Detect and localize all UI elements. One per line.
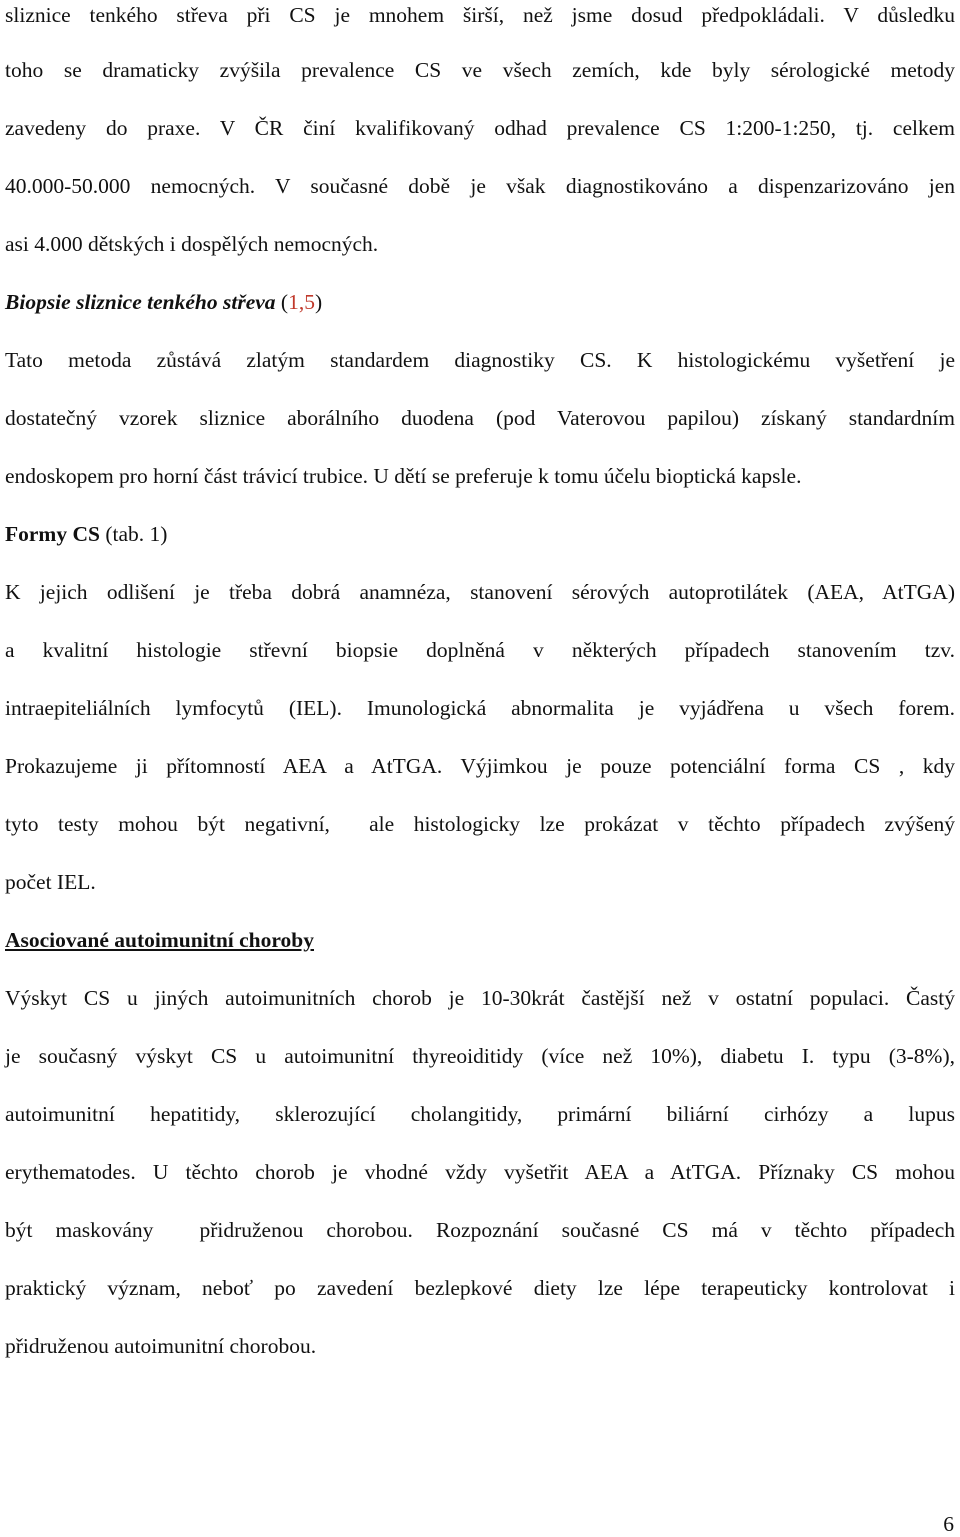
- paragraph-line: dostatečný vzorek sliznice aborálního duodena (pod Vaterovou papilou) získaný standardním: [5, 406, 955, 430]
- paragraph-line: počet IEL.: [5, 870, 96, 894]
- section-heading-biopsy: [5, 287, 955, 317]
- paragraph-line: intraepiteliálních lymfocytů (IEL). Imunologická abnormalita je vyjádřena u všech forem.: [5, 696, 955, 720]
- paragraph-line: Prokazujeme ji přítomností AEA a AtTGA. Výjimkou je pouze potenciální forma CS , kdy: [5, 754, 955, 778]
- paragraph-line: sliznice tenkého střeva při CS je mnohem širší, než jsme dosud předpokládali. V důsledku: [5, 3, 955, 27]
- paragraph-line: zavedeny do praxe. V ČR činí kvalifikovaný odhad prevalence CS 1:200-1:250, tj. celkem: [5, 116, 955, 140]
- paragraph-line: být maskovány přidruženou chorobou. Rozpoznání současné CS má v těchto případech: [5, 1218, 955, 1242]
- heading-title: Biopsie sliznice tenkého střeva: [5, 290, 276, 314]
- page-number: 6: [943, 1512, 954, 1536]
- paragraph-line: asi 4.000 dětských i dospělých nemocných.: [5, 232, 379, 256]
- paragraph-line: erythematodes. U těchto chorob je vhodné vždy vyšetřit AEA a AtTGA. Příznaky CS mohou: [5, 1160, 955, 1184]
- reference-link[interactable]: 1,5: [288, 290, 315, 314]
- paragraph-line: přidruženou autoimunitní chorobou.: [5, 1334, 317, 1358]
- paragraph-line: 40.000-50.000 nemocných. V současné době je však diagnostikováno a dispenzarizováno jen: [5, 174, 955, 198]
- paragraph-line: Výskyt CS u jiných autoimunitních chorob je 10-30krát častější než v ostatní populaci. Častý: [5, 986, 955, 1010]
- ref-open: (: [275, 290, 289, 314]
- section-heading-forms: [5, 519, 955, 549]
- heading-suffix: (tab. 1): [99, 522, 168, 546]
- paragraph-line: Tato metoda zůstává zlatým standardem diagnostiky CS. K histologickému vyšetření je: [5, 348, 955, 372]
- section-heading-autoimmune: Asociované autoimunitní choroby: [5, 928, 314, 952]
- paragraph-line: a kvalitní histologie střevní biopsie doplněná v některých případech stanovením tzv.: [5, 638, 955, 662]
- paragraph-line: je současný výskyt CS u autoimunitní thyreoiditidy (více než 10%), diabetu I. typu (3-8%),: [5, 1044, 955, 1068]
- heading-title: Formy CS: [5, 522, 100, 546]
- paragraph-line: autoimunitní hepatitidy, sklerozující cholangitidy, primární biliární cirhózy a lupus: [5, 1102, 955, 1126]
- ref-close: ): [314, 290, 323, 314]
- paragraph-line: toho se dramaticky zvýšila prevalence CS ve všech zemích, kde byly sérologické metody: [5, 58, 955, 82]
- paragraph-line: tyto testy mohou být negativní, ale histologicky lze prokázat v těchto případech zvýšený: [5, 812, 955, 836]
- paragraph-line: praktický význam, neboť po zavedení bezlepkové diety lze lépe terapeuticky kontrolovat i: [5, 1276, 955, 1300]
- paragraph-line: endoskopem pro horní část trávicí trubice. U dětí se preferuje k tomu účelu bioptická kapsle.: [5, 464, 802, 488]
- paragraph-line: K jejich odlišení je třeba dobrá anamnéza, stanovení sérových autoprotilátek (AEA, AtTGA): [5, 580, 955, 604]
